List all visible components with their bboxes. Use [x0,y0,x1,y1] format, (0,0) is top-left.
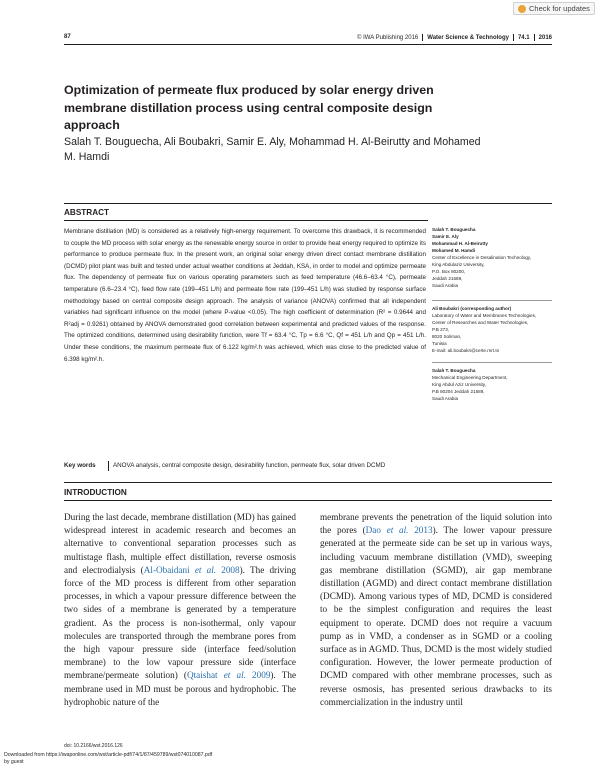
journal-info [357,34,552,41]
abstract-text: Membrane distillation (MD) is considered as a relatively high-energy requirement. To overcome this drawback, it is recommended to couple the MD process with solar energy as the renewable energy source in order to provide heat energy required to optimize its performance to produce permeate flux. In the present work, an original solar energy driven direct contact membrane distillation (DCMD) pilot plant was built and tested under actual weather conditions at Jeddah, KSA, in order to model and optimize permeate flux. The dependency of permeate flux on various operating parameters such as feed temperature (46.6–63.4 °C), permeate temperature (6.6–23.4 °C), feed flow rate (199–451 L/h) and permeate flow rate (199–451 L/h) was studied by response surface methodology based on central composite design approach. The analysis of variance (ANOVA) confirmed that all independent variables had significant influence on the model (where P-value <0.05). The high coefficient of determination (R² = 0.9644 and R²adj = 0.9261) obtained by ANOVA demonstrated good correlation between experimental and predicted values of the response. The optimized conditions, determined using desirability function, were Tf = 63.4 °C, Tp = 6.6 °C, Qf = 451 L/h and Qp = 451 L/h. Under these conditions, the maximum permeate flux of 6.122 kg/m².h was achieved, which was close to the predicted value of 6.398 kg/m².h. [64,228,426,363]
journal-year: 2016 [538,34,552,41]
affiliation-author: Mohammad H. Al-Beirutty [432,241,488,246]
citation-link[interactable]: Al-Obaidani et al. 2008 [143,564,240,575]
affiliation-line: Jeddah 21589, [432,276,463,281]
affiliation-author: Ali Boubakri (corresponding author) [432,306,512,311]
affiliation-block [432,367,552,402]
affiliation-line: Center of Researches and Water Technologies, [432,320,529,325]
keywords-label: Key words [64,462,96,469]
header-divider [513,34,514,41]
affiliation-line: Saudi Arabia [432,283,459,288]
check-for-updates-label: Check for updates [529,4,590,13]
affiliation-author: Samir E. Aly [432,234,459,239]
introduction-left-column: During the last decade, membrane distillation (MD) has gained widespread interest in academic research and becomes an alternative to conventional separation processes such as multistage flash, multiple effect distillation, reverse osmosis and electrodialysis (Al-Obaidani et al. 2008). The driving force of the MD process is different from other separation processes, in which a vapour pressure difference between the two sides of a membrane is generated by a temperature gradient. As the process is non-isothermal, only vapour molecules are transported through the membrane pores from the high vapour pressure side (interface feed/solution membrane) to the low vapour pressure side (interface membrane/permeate solution) (Qtaishat et al. 2009). The membrane used in MD must be porous and hydrophobic. The hydrophobic nature of the [64,512,297,707]
affiliation-line: Laboratory of Water and Membranes Technologies, [432,313,537,318]
affiliation-line: Mechanical Engineering Department, [432,375,508,380]
affiliation-line: Saudi Arabia [432,396,459,401]
affiliation-author: Mohamed M. Hamdi [432,248,476,253]
affiliation-author: Salah T. Bouguecha [432,227,476,232]
download-note [4,752,212,765]
citation-link[interactable]: Dao et al. 2013 [365,525,433,536]
affiliation-line: Tunisia [432,341,447,346]
affiliation-divider [432,300,552,301]
header-rule [64,44,552,45]
affiliation-divider [432,362,552,363]
introduction-right-column: membrane prevents the penetration of the liquid solution into the pores (Dao et al. 2013). The lower vapour pressure generated at the permeate side can be set up in various ways, including vacuum membrane distillation (VMD), sweeping gas membrane distillation (SGMD), air gap membrane distillation (AGMD) and direct contact membrane distillation (DCMD). Among various types of MD, DCMD is considered to be the simplest configuration and requires the least equipment to operate. DCMD does not require a vacuum pump as in VMD, a condenser as in SGMD or a cooling surface as in AGMD. Thus, DCMD is the most widely studied configuration. However, the lower permeate production of DCMD compared with other membrane processes, such as reverse osmosis, has presented serious drawbacks to its commercialization in the industry until [320,512,553,707]
introduction-heading-rule [64,500,552,501]
affiliation-line: P.B 273, [432,327,450,332]
update-badge-icon [518,5,526,13]
header-divider [534,34,535,41]
journal-volume: 74.1 [517,34,530,41]
download-note-line: by guest [4,758,24,765]
publisher: © IWA Publishing 2016 [357,34,419,41]
download-note-line: Downloaded from https://iwaponline.com/wst/article-pdf/74/1/87/459789/wst074010087.pdf [4,752,213,758]
header-divider [422,34,423,41]
affiliation-line: 8020 Soliman, [432,334,462,339]
doi: doi: 10.2166/wst.2016.126 [64,743,123,749]
introduction-heading: INTRODUCTION [64,488,127,497]
running-header [64,34,552,43]
affiliation-line: P.B 80204 Jeddah 21589, [432,389,485,394]
affiliation-line: Center of Excellence in Desalination Technology, [432,255,532,260]
citation-link[interactable]: Qtaishat et al. 2009 [186,670,271,681]
affiliation-line: King Abdulaziz University, [432,262,485,267]
keywords [64,461,426,471]
journal-name: Water Science & Technology [427,34,509,41]
introduction-top-rule [64,482,552,483]
page-number: 87 [64,34,71,40]
affiliation-line: E-mail: ali.boubakri@certe.rnrt.tn [432,348,500,353]
abstract-heading-rule [64,220,428,221]
keywords-divider [108,461,109,471]
affiliation-author: Salah T. Bouguecha [432,368,476,373]
abstract-top-rule [64,203,552,204]
article-title: Optimization of permeate flux produced by solar energy driven membrane distillation process using central composite design approach [64,83,434,132]
abstract-heading: ABSTRACT [64,208,110,217]
affiliation-block [432,226,552,289]
affiliation-block [432,305,552,354]
affiliation-line: P.O. Box 80200, [432,269,466,274]
check-for-updates-button[interactable] [513,2,595,15]
author-list: Salah T. Bouguecha, Ali Boubakri, Samir E. Aly, Mohammad H. Al-Beirutty and Mohamed M. Hamdi [64,136,481,163]
keywords-text: ANOVA analysis, central composite design, desirability function, permeate flux, solar driven DCMD [113,462,386,469]
affiliation-line: King Abdul Aziz University, [432,382,487,387]
